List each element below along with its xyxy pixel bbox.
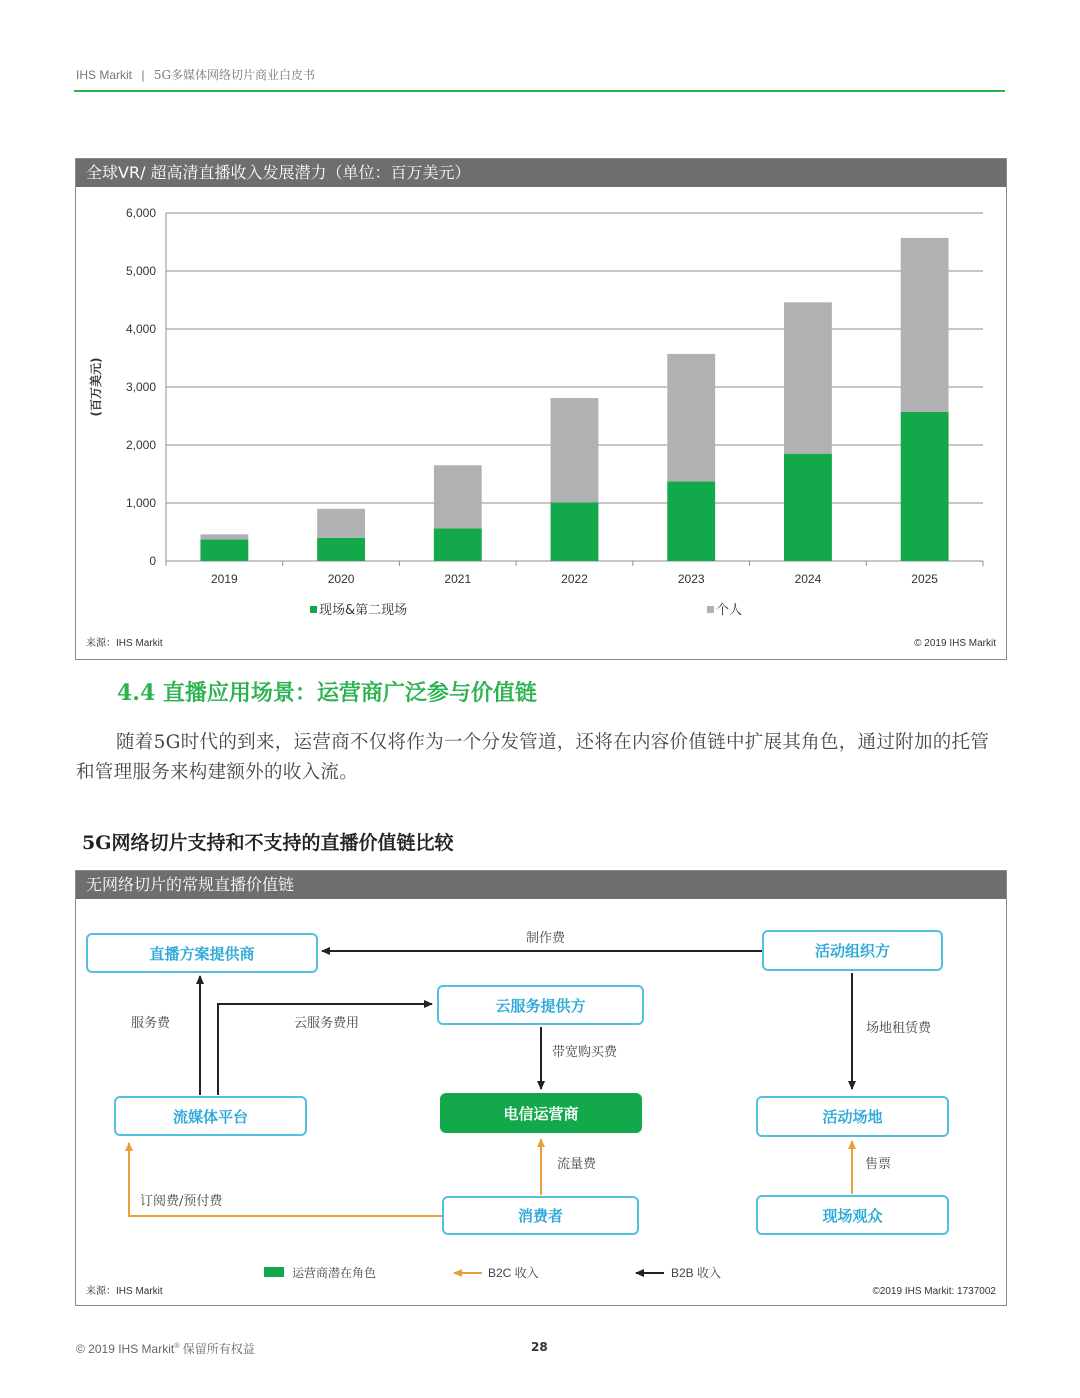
bar-segment — [317, 509, 365, 538]
running-header — [76, 66, 315, 83]
bar-segment — [434, 465, 482, 528]
x-tick-label: 2024 — [794, 572, 822, 586]
label-cloud-fee: 云服务费用 — [294, 1016, 360, 1031]
legend-b2c-label: B2C 收入 — [488, 1266, 539, 1280]
node-streaming-platform: 流媒体平台 — [114, 1096, 307, 1136]
chart-source: 来源：IHS Markit — [86, 638, 163, 649]
x-tick-label: 2021 — [444, 572, 472, 586]
y-tick-label: 6,000 — [125, 206, 156, 220]
figure-title: 5G网络切片支持和不支持的直播价值链比较 — [82, 832, 454, 854]
legend-swatch — [310, 606, 317, 613]
node-consumer: 消费者 — [442, 1196, 639, 1235]
chart-copyright: © 2019 IHS Markit — [914, 638, 996, 649]
section-paragraph: 随着5G时代的到来，运营商不仅将作为一个分发管道，还将在内容价值链中扩展其角色，通过附加的托管和管理服务来构建额外的收入流。 — [76, 732, 990, 783]
bar-segment — [784, 302, 832, 453]
header-brand: IHS Markit — [76, 68, 133, 82]
header-rule — [74, 90, 1005, 92]
diagram-copyright: ©2019 IHS Markit: 1737002 — [872, 1286, 996, 1297]
node-telecom-operator: 电信运营商 — [440, 1093, 642, 1133]
header-separator: | — [141, 68, 145, 82]
chart-panel — [75, 158, 1007, 660]
node-cloud-provider: 云服务提供方 — [437, 985, 644, 1025]
x-tick-label: 2019 — [211, 572, 238, 586]
bar-segment — [667, 482, 715, 561]
y-tick-label: 4,000 — [125, 322, 156, 336]
label-venue-rent: 场地租赁费 — [866, 1021, 932, 1036]
label-ticket: 售票 — [865, 1157, 892, 1172]
legend-label: 个人 — [716, 603, 743, 618]
label-production-fee: 制作费 — [526, 931, 566, 946]
bar-segment — [434, 529, 482, 561]
node-live-audience: 现场观众 — [756, 1195, 949, 1235]
legend-potential-role-swatch — [264, 1267, 284, 1277]
bar-segment — [551, 502, 599, 561]
node-event-venue: 活动场地 — [756, 1096, 949, 1137]
value-chain-panel-title: 无网络切片的常规直播价值链 — [76, 871, 1006, 899]
chart-panel-title: 全球VR/ 超高清直播收入发展潜力（单位：百万美元） — [76, 159, 1006, 187]
bar-segment — [784, 454, 832, 561]
footer-rights: 保留所有权益 — [182, 1342, 255, 1356]
diagram-source: 来源：IHS Markit — [86, 1286, 163, 1297]
label-bandwidth-fee: 带宽购买费 — [552, 1045, 618, 1060]
y-tick-label: 0 — [149, 554, 156, 568]
page-number: 28 — [531, 1340, 548, 1354]
x-tick-label: 2025 — [911, 572, 938, 586]
legend-potential-role-label: 运营商潜在角色 — [292, 1266, 377, 1280]
y-tick-label: 2,000 — [125, 438, 156, 452]
y-tick-label: 3,000 — [125, 380, 156, 394]
node-live-solution-provider: 直播方案提供商 — [86, 933, 318, 973]
revenue-chart — [76, 187, 1006, 657]
y-axis-label: (百万美元) — [89, 357, 103, 417]
x-tick-label: 2020 — [327, 572, 355, 586]
bar-segment — [200, 534, 248, 539]
label-traffic-fee: 流量费 — [557, 1157, 597, 1172]
node-event-organizer: 活动组织方 — [762, 930, 943, 971]
x-tick-label: 2023 — [677, 572, 705, 586]
bar-segment — [667, 354, 715, 482]
header-doc-title: 5G多媒体网络切片商业白皮书 — [153, 68, 316, 82]
bar-segment — [901, 412, 949, 561]
section-heading: 4.4 直播应用场景：运营商广泛参与价值链 — [117, 680, 537, 706]
legend-swatch — [707, 606, 714, 613]
footer-copyright: © 2019 IHS Markit® 保留所有权益 — [76, 1342, 255, 1356]
legend-label: 现场&第二现场 — [319, 603, 408, 618]
label-service-fee: 服务费 — [131, 1016, 171, 1031]
bar-segment — [317, 538, 365, 561]
y-tick-label: 1,000 — [125, 496, 156, 510]
y-tick-label: 5,000 — [125, 264, 156, 278]
legend-b2b-label: B2B 收入 — [671, 1266, 722, 1280]
x-tick-label: 2022 — [561, 572, 588, 586]
bar-segment — [200, 540, 248, 561]
bar-segment — [551, 398, 599, 502]
value-chain-panel — [75, 870, 1007, 1306]
footer-copyright-text: © 2019 IHS Markit — [76, 1342, 175, 1356]
bar-segment — [901, 238, 949, 412]
label-subscription-fee: 订阅费/预付费 — [140, 1194, 223, 1209]
